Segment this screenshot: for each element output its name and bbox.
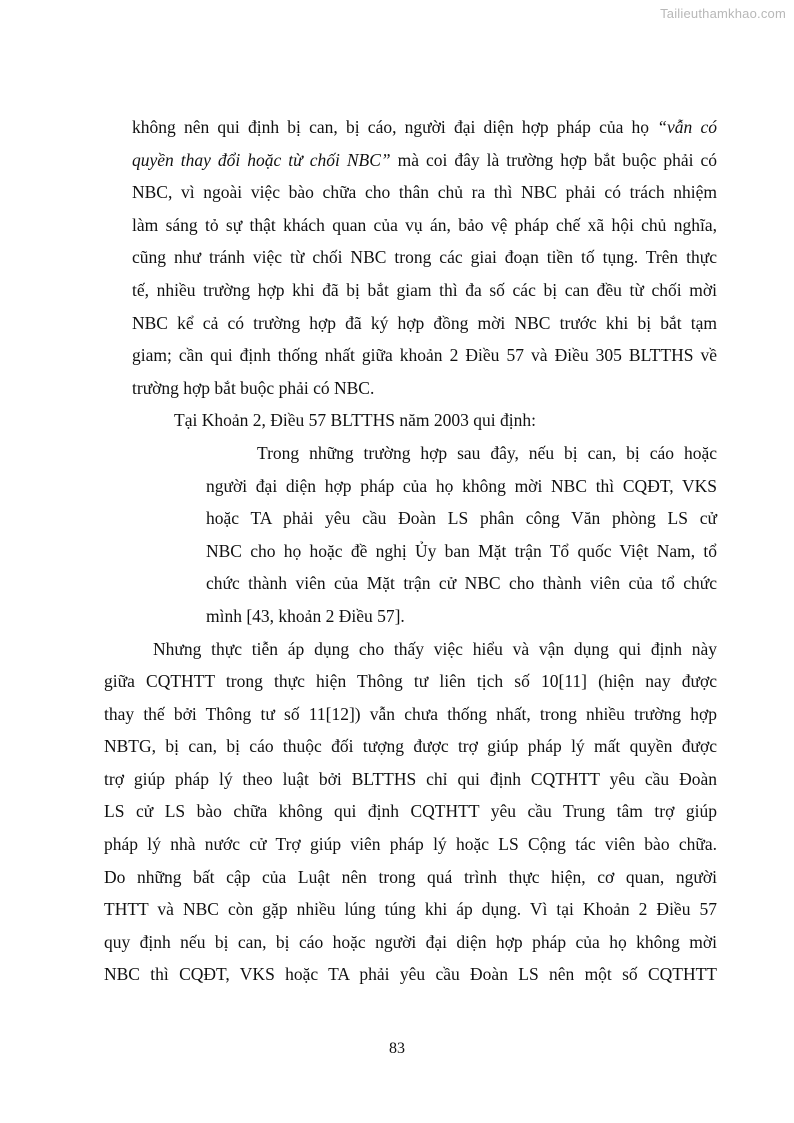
page-number: 83 (389, 1040, 405, 1057)
text-line: giam; cần qui định thống nhất giữa khoản 2 Điều 57 và Điều 305 BLTTHS về (132, 345, 717, 366)
paragraph-2 (104, 633, 717, 992)
text-line: LS cử LS bào chữa không qui định CQTHTT yêu cầu Trung tâm trợ giúp (104, 801, 717, 822)
quote-line: chức thành viên của Mặt trận cử NBC cho thành viên của tổ chức (206, 573, 717, 594)
document-body (104, 111, 717, 991)
text-line: quy định nếu bị can, bị cáo hoặc người đại diện hợp pháp của họ không mời (104, 931, 717, 952)
text-line: quyền thay đổi hoặc từ chối NBC” mà coi đây là trường hợp bắt buộc phải có (132, 149, 717, 170)
text-line: thay thế bởi Thông tư số 11[12]) vẫn chưa thống nhất, trong nhiều trường hợp (104, 703, 717, 724)
text-line: Do những bất cập của Luật nên trong quá trình thực hiện, cơ quan, người (104, 866, 717, 887)
quote-line: mình [43, khoản 2 Điều 57]. (206, 605, 405, 626)
block-quote (206, 437, 717, 633)
text-line: NBC, vì ngoài việc bào chữa cho thân chủ ra thì NBC phải có trách nhiệm (132, 182, 717, 203)
text-line: giữa CQTHTT trong thực hiện Thông tư liên tịch số 10[11] (hiện nay được (104, 671, 717, 692)
watermark: Tailieuthamkhao.com (660, 6, 786, 21)
text-line: THTT và NBC còn gặp nhiều lúng túng khi áp dụng. Vì tại Khoản 2 Điều 57 (104, 899, 717, 920)
text-line: tế, nhiều trường hợp khi đã bị bắt giam thì đa số các bị can đều từ chối mời (132, 279, 717, 300)
text-line: NBTG, bị can, bị cáo thuộc đối tượng được trợ giúp pháp lý mất quyền được (104, 736, 717, 757)
text-line: NBC kể cả có trường hợp đã ký hợp đồng mời NBC trước khi bị bắt tạm (132, 312, 717, 333)
text-line: NBC thì CQĐT, VKS hoặc TA phải yêu cầu Đoàn LS nên một số CQTHTT (104, 964, 717, 985)
text-line: trợ giúp pháp lý theo luật bởi BLTTHS chỉ qui định CQTHTT yêu cầu Đoàn (104, 768, 717, 789)
quote-line: người đại diện hợp pháp của họ không mời NBC thì CQĐT, VKS (206, 475, 717, 496)
text-line: trường hợp bắt buộc phải có NBC. (132, 377, 375, 398)
text-line: không nên qui định bị can, bị cáo, người đại diện hợp pháp của họ “vẫn có (132, 117, 717, 137)
text-line: Nhưng thực tiễn áp dụng cho thấy việc hiểu và vận dụng qui định này (153, 638, 717, 659)
quote-line: Trong những trường hợp sau đây, nếu bị can, bị cáo hoặc (257, 442, 717, 463)
intro-line: Tại Khoản 2, Điều 57 BLTTHS năm 2003 qui định: (174, 410, 536, 431)
paragraph-1 (132, 111, 717, 404)
text-line: làm sáng tỏ sự thật khách quan của vụ án, bảo vệ pháp chế xã hội chủ nghĩa, (132, 214, 717, 235)
quote-line: hoặc TA phải yêu cầu Đoàn LS phân công Văn phòng LS cử (206, 508, 717, 529)
text-line: pháp lý nhà nước cử Trợ giúp viên pháp lý hoặc LS Cộng tác viên bào chữa. (104, 834, 717, 855)
text-line: cũng như tránh việc từ chối NBC trong các giai đoạn tiền tố tụng. Trên thực (132, 247, 717, 268)
quote-line: NBC cho họ hoặc đề nghị Ủy ban Mặt trận Tổ quốc Việt Nam, tổ (206, 540, 717, 561)
